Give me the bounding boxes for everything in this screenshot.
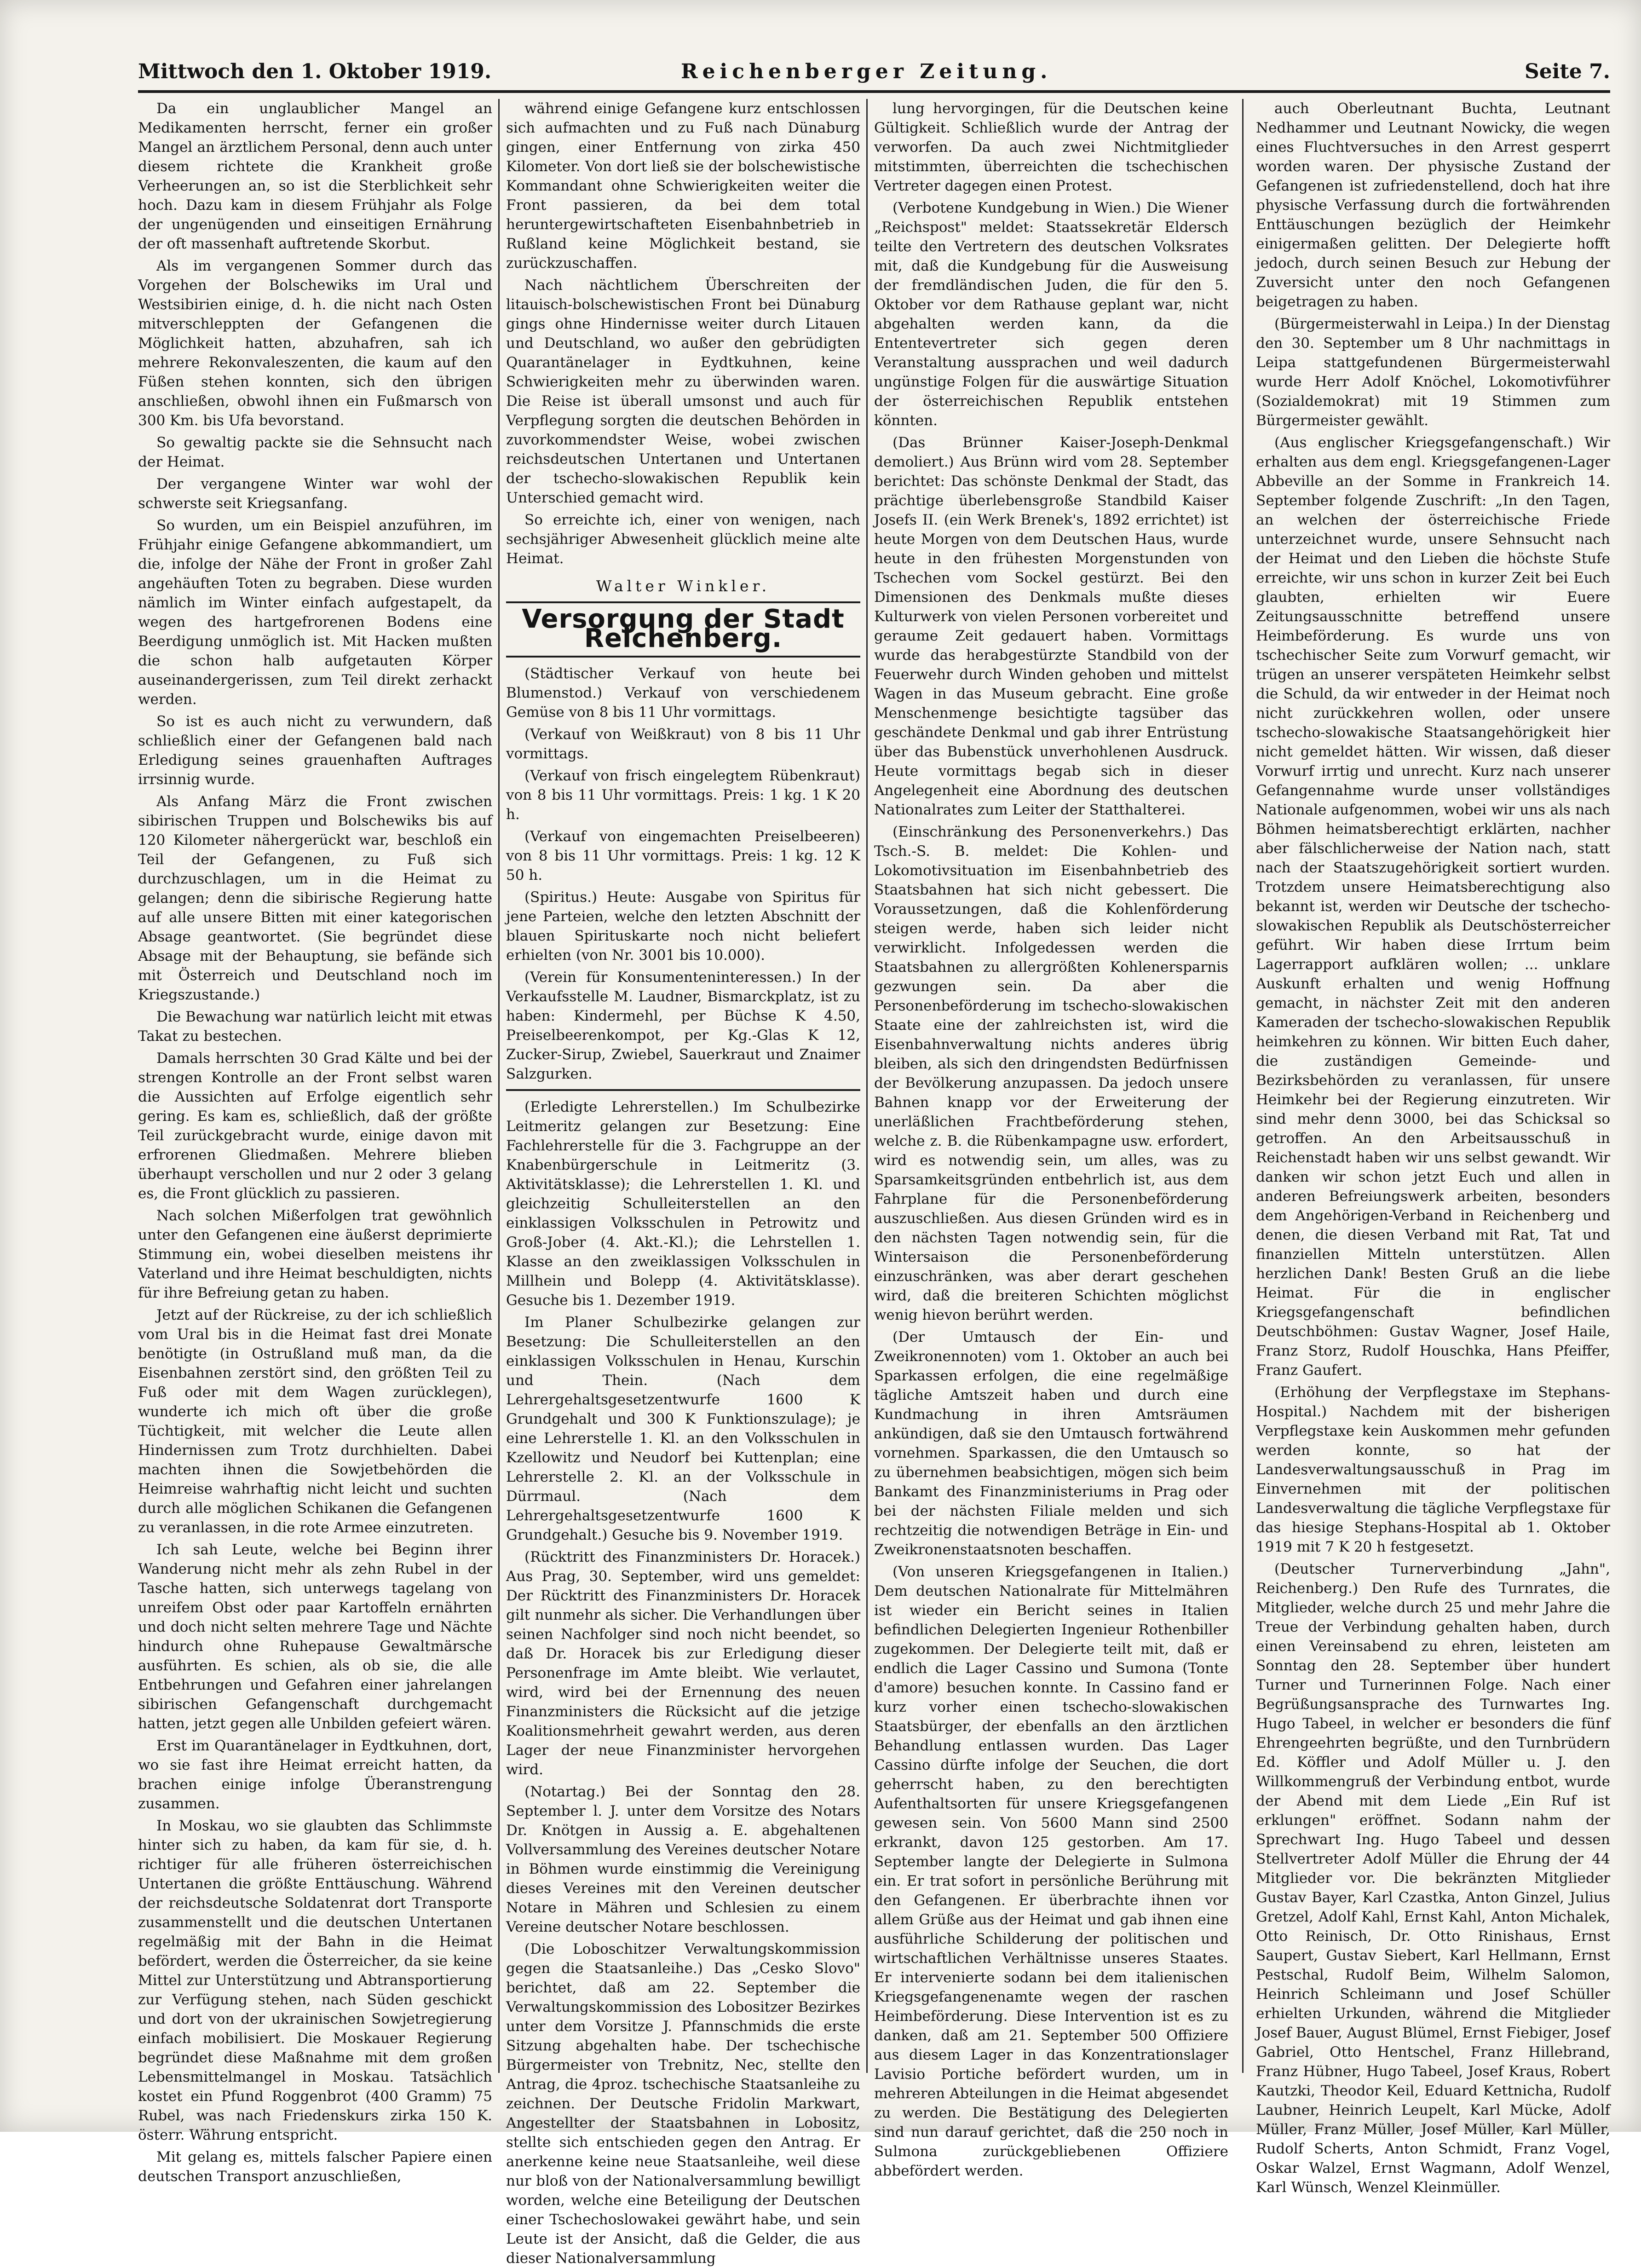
- article-paragraph: Nach nächtlichem Überschreiten der litauisch-bolschewistischen Front bei Dünaburg gings ohne Hindernisse weiter durch Litauen und Deutschland, wo außer den gebrüdigten Quarantänelager in Eydtkuhnen, keine Schwierigkeiten mehr zu überwinden waren. Die Reise ist überall umsonst und auch für Verpflegung sorgten die deutschen Behörden in zuvorkommendster Weise, wobei zwischen reichsdeutschen Untertanen und Untertanen der tschecho-slowakischen Republik kein Unterschied gemacht wird.: [506, 277, 860, 506]
- column-divider: [1242, 99, 1244, 2073]
- news-item: (Verbotene Kundgebung in Wien.) Die Wiener „Reichspost" meldet: Staatssekretär Eldersch teilte den Vertretern des deutschen Volksrates mit, daß die Kundgebung für die Ausweisung der fremdländischen Juden, die für den 5. Oktober vor dem Rathause geplant war, nicht abgehalten werden kann, da die Ententevertreter sich gegen deren Veranstaltung aussprachen und weil dadurch ungünstige Folgen für die auswärtige Situation der österreichischen Republik entstehen könnten.: [874, 200, 1228, 429]
- article-paragraph: Der vergangene Winter war wohl der schwerste seit Kriegsanfang.: [138, 476, 492, 512]
- news-item: (Der Umtausch der Ein- und Zweikronennoten) vom 1. Oktober an auch bei Sparkassen erfolgen, die eine regelmäßige tägliche Amtszeit haben und durch eine Kundmachung in ihren Amtsräumen ankündigen, daß sie den Umtausch fortwährend vornehmen. Sparkassen, die den Umtausch so zu übernehmen beabsichtigen, mögen sich beim Bankamt des Finanzministeriums in Prag oder bei der nächsten Filiale melden und sich rechtzeitig die notwendigen Beträge in Ein- und Zweikronenstaatsnoten beschaffen.: [874, 1329, 1228, 1558]
- news-item: (Von unseren Kriegsgefangenen in Italien.) Dem deutschen Nationalrate für Mittelmähren ist wieder ein Bericht seines in Italien befindlichen Delegierten Ingenieur Rothenbiller zugekommen. Der Delegierte teilt mit, daß er endlich die Lager Cassino und Sumona (Tonte d'amore) besuchen konnte. In Cassino fand er kurz vorher einen tschecho-slowakischen Staatsbürger, der ebenfalls an den ärztlichen Behandlung entlassen wurden. Das Lager Cassino dürfte infolge der Seuchen, die dort geherrscht haben, zu den berechtigten Aufenthaltsorten für unsere Kriegsgefangenen gewesen sein. Von 5600 Mann sind 2500 erkrankt, davon 125 gestorben. Am 17. September langte der Delegierte in Sulmona ein. Er trat sofort in persönliche Berührung mit den Gefangenen. Er überbrachte ihnen vor allem Grüße aus der Heimat und gab ihnen eine ausführliche Schilderung der politischen und wirtschaftlichen Verhältnisse unseres Staates. Er intervenierte sodann bei dem italienischen Kriegsgefangenenamte wegen der raschen Heimbeförderung. Diese Intervention ist es zu danken, daß am 21. September 500 Offiziere aus diesem Lager in das Konzentrationslager Lavisio Portiche befördert wurden, um in mehreren Abteilungen in die Heimat abgesendet zu werden. Die Bestätigung des Delegierten sind nun darauf gerichtet, daß die 250 noch in Sulmona zurückgebliebenen Offiziere abbefördert werden.: [874, 1564, 1228, 2179]
- column-2: [506, 99, 860, 2267]
- news-item: Im Planer Schulbezirke gelangen zur Besetzung: Die Schulleiterstellen an den einklassigen Volksschulen in Henau, Kurschin und Thein. (Nach dem Lehrergehaltsgesetzentwurfe 1600 K Grundgehalt und 300 K Funktionszulage); je eine Lehrerstelle 1. Kl. an den Volksschulen in Kzellowitz und Neudorf bei Kuttenplan; eine Lehrerstelle 2. Kl. an der Volksschule in Dürrmaul. (Nach dem Lehrergehaltsgesetzentwurfe 1600 K Grundgehalt.) Gesuche bis 9. November 1919.: [506, 1314, 860, 1543]
- news-item: (Einschränkung des Personenverkehrs.) Das Tsch.-S. B. meldet: Die Kohlen- und Lokomotivsituation im Eisenbahnbetrieb des Staatsbahnen hat sich nicht gebessert. Die Voraussetzungen, daß die Kohlenförderung steigen werde, haben sich leider nicht verwirklicht. Infolgedessen werden die Staatsbahnen zu allergrößten Kohlenersparnis gezwungen sein. Da aber die Personenbeförderung im tschecho-slowakischen Staate eine der zahlreichsten ist, wird die Eisenbahnverwaltung nichts anderes übrig bleiben, als sich den dringendsten Bedürfnissen der Bevölkerung anzupassen. Da jedoch unsere Bahnen knapp vor der Erweiterung der unerläßlichen Frachtbeförderung stehen, welche z. B. die Rübenkampagne usw. erfordert, wird es notwendig sein, um alles, was zu Sparsamkeitsgründen entbehrlich ist, aus dem Fahrplane für die Personenbeförderung auszuschließen. Aus diesen Gründen wird es in den nächsten Tagen notwendig sein, für die Wintersaison die Personenbeförderung einzuschränken, was aber derart geschehen wird, daß die breiteren Schichten möglichst wenig hievon berührt werden.: [874, 824, 1228, 1323]
- article-paragraph: Da ein unglaublicher Mangel an Medikamenten herrscht, ferner ein großer Mangel an ärztlichem Personal, denn auch unter diesem richtete die Krankheit große Verheerungen an, so ist die Sterblichkeit sehr hoch. Dazu kam in diesem Frühjahr als Folge der ungenügenden und einseitigen Ernährung der oft massenhaft auftretende Skorbut.: [138, 100, 492, 252]
- column-3: [874, 99, 1228, 2179]
- article-paragraph: Als im vergangenen Sommer durch das Vorgehen der Bolschewiks im Ural und Westsibirien einige, d. h. die nicht nach Osten mitverschleppten der Gefangenen die Möglichkeit hatten, abzuhafren, sah ich mehrere Rekonvaleszenten, die kaum auf den Füßen stehen konnten, sich den übrigen anschließen, obwohl ihnen ein Fußmarsch von 300 Km. bis Ufa bevorstand.: [138, 258, 492, 429]
- page-number: Seite 7.: [1524, 60, 1610, 83]
- news-item: (Erhöhung der Verpflegstaxe im Stephans-Hospital.) Nachdem mit der bisherigen Verpflegstaxe kein Auskommen mehr gefunden werden konnte, so hat der Landesverwaltungsausschuß in Prag im Einvernehmen mit der politischen Landesverwaltung die tägliche Verpflegstaxe für das hiesige Stephans-Hospital ab 1. Oktober 1919 mit 7 K 20 h festgesetzt.: [1256, 1384, 1610, 1555]
- article-paragraph: Mit gelang es, mittels falscher Papiere einen deutschen Transport anzuschließen,: [138, 2149, 492, 2185]
- section-title: Versorgung der Stadt Reichenberg.: [522, 604, 845, 653]
- notice-paragraph: (Verkauf von Weißkraut) von 8 bis 11 Uhr vormittags.: [506, 726, 860, 762]
- news-item: auch Oberleutnant Buchta, Leutnant Nedhammer und Leutnant Nowicky, die wegen eines Fluchtversuches in den Arrest gesperrt worden waren. Der physische Zustand der Gefangenen ist zufriedenstellend, doch hat ihre physische Verfassung durch die fortwährenden Enttäuschungen bezüglich der Heimkehr einigermaßen gelitten. Der Delegierte hofft jedoch, durch seinen Besuch zur Hebung der Zuversicht unter den noch Gefangenen beigetragen zu haben.: [1256, 100, 1610, 310]
- column-4: [1256, 99, 1611, 2196]
- news-item: (Deutscher Turnerverbindung „Jahn", Reichenberg.) Den Rufe des Turnrates, die Mitglieder, welche durch 25 und mehr Jahre die Treue der Verbindung gehalten haben, durch einen Vereinsabend zu ehren, leisteten am Sonntag den 28. September über hundert Turner und Turnerinnen Folge. Nach einer Begrüßungsansprache des Turnwartes Ing. Hugo Tabeel, in welcher er besonders die fünf Ehrengeehrten begrüßte, und den Turnbrüdern Ed. Köffler und Adolf Müller u. J. den Willkommengruß der Verbindung entbot, wurde der Abend mit dem Liede „Ein Ruf ist erklungen" eröffnet. Sodann nahm der Sprechwart Ing. Hugo Tabeel und dessen Stellvertreter Adolf Müller die Ehrung der 44 Mitglieder vor. Die bekränzten Mitglieder Gustav Bayer, Karl Czastka, Anton Ginzel, Julius Gretzel, Adolf Kahl, Ernst Kahl, Anton Michalek, Otto Reinisch, Dr. Otto Rinishaus, Ernst Saupert, Gustav Siebert, Karl Hellmann, Ernst Pestschal, Rudolf Beim, Wilhelm Salomon, Heinrich Schleimann und Josef Schüller erhielten Urkunden, während die Mitglieder Josef Bauer, August Blümel, Ernst Fiebiger, Josef Gabriel, Otto Hentschel, Franz Hillebrand, Franz Hübner, Hugo Tabeel, Josef Kraus, Robert Kautzki, Theodor Keil, Eduard Kettnicha, Rudolf Laubner, Heinrich Leupelt, Karl Mücke, Adolf Müller, Franz Müller, Josef Müller, Karl Müller, Rudolf Scherts, Anton Schmidt, Franz Vogel, Oskar Walzel, Ernst Wagmann, Adolf Wenzel, Karl Wünsch, Wenzel Kleinmüller.: [1256, 1561, 1610, 2196]
- notice-paragraph: (Verkauf von eingemachten Preiselbeeren) von 8 bis 11 Uhr vormittags. Preis: 1 kg. 12 K 50 h.: [506, 828, 860, 883]
- news-item: lung hervorgingen, für die Deutschen keine Gültigkeit. Schließlich wurde der Antrag der verworfen. Da auch zwei Nichtmitglieder mitstimmten, überreichten die tschechischen Vertreter dagegen einen Protest.: [874, 100, 1228, 194]
- section-rule: [506, 656, 860, 658]
- article-paragraph: während einige Gefangene kurz entschlossen sich aufmachten und zu Fuß nach Dünaburg gingen, einer Entfernung von zirka 450 Kilometer. Von dort ließ sie der bolschewistische Kommandant ohne Schwierigkeiten weiter die Front passieren, da bei dem total heruntergewirtschafteten Eisenbahnbetrieb in Rußland keine Möglichkeit bestand, sie zurückzuschaffen.: [506, 100, 860, 271]
- news-item: (Notartag.) Bei der Sonntag den 28. September l. J. unter dem Vorsitze des Notars Dr. Knötgen in Aussig a. E. abgehaltenen Vollversammlung des Vereines deutscher Notare in Böhmen wurde einstimmig die Vereinigung dieses Vereines mit den Vereinen deutscher Notare in Mähren und Schlesien zu einem Vereine deutscher Notare beschlossen.: [506, 1783, 860, 1935]
- section-rule: [506, 601, 860, 603]
- article-paragraph: In Moskau, wo sie glaubten das Schlimmste hinter sich zu haben, da kam für sie, d. h. richtiger für alle früheren österreichischen Untertanen die größte Enttäuschung. Während der reichsdeutsche Soldatenrat dort Transporte zusammenstellt und die deutschen Untertanen regelmäßig mit der Bahn in die Heimat befördert, werden die Österreicher, da sie keine Mittel zur Unterstützung und Abtransportierung zur Verfügung stehen, nach Süden geschickt und dort von der ukrainischen Sowjetregierung einfach mobilisiert. Die Moskauer Regierung begründet diese Maßnahme mit dem großen Lebensmittelmangel in Moskau. Tatsächlich kostet ein Pfund Roggenbrot (400 Gramm) 75 Rubel, was nach Friedenskurs zirka 150 K. österr. Währung entspricht.: [138, 1818, 492, 2143]
- article-paragraph: Jetzt auf der Rückreise, zu der ich schließlich vom Ural bis in die Heimat fast drei Monate benötigte (in Ostrußland muß man, da die Eisenbahnen zerstört sind, den größten Teil zu Fuß oder mit dem Wagen zurücklegen), wunderte ich mich oft über die große Tüchtigkeit, mit welcher die Leute allen Hindernissen zum Trotz durchhielten. Dabei machten ihnen die Sowjetbehörden die Heimreise wahrhaftig nicht leicht und suchten durch alle möglichen Schikanen die Gefangenen zu veranlassen, in die rote Armee einzutreten.: [138, 1307, 492, 1536]
- article-paragraph: Als Anfang März die Front zwischen sibirischen Truppen und Bolschewiks bis auf 120 Kilometer nähergerückt war, beschloß ein Teil der Gefangenen, zu Fuß sich durchzuschlagen, um in die Heimat zu gelangen; denn die sibirische Regierung hatte auf alle unsere Bitten mit einer kategorischen Absage geantwortet. (Sie begründet diese Absage mit der Behauptung, sie befände sich mit Österreich und Deutschland noch im Kriegszustande.): [138, 793, 492, 1003]
- article-paragraph: So erreichte ich, einer von wenigen, nach sechsjähriger Abwesenheit glücklich meine alte Heimat.: [506, 512, 860, 567]
- header-rule: [138, 90, 1610, 93]
- column-divider: [866, 99, 868, 2073]
- article-paragraph: Ich sah Leute, welche bei Beginn ihrer Wanderung nicht mehr als zehn Rubel in der Tasche hatten, sich unterwegs tagelang von unreifem Obst oder paar Kartoffeln ernährten und doch nicht selten mehrere Tage und Nächte hindurch ohne Ruhepause Gewaltmärsche ausführten. Es schien, als ob sie, die alle Entbehrungen und Gefahren einer jahrelangen sibirischen Gefangenschaft durchgemacht hatten, jetzt gegen alle Unbilden gefeiert wären.: [138, 1541, 492, 1732]
- notice-paragraph: (Verkauf von frisch eingelegtem Rübenkraut) von 8 bis 11 Uhr vormittags. Preis: 1 kg. 1 K 20 h.: [506, 768, 860, 823]
- article-paragraph: Damals herrschten 30 Grad Kälte und bei der strengen Kontrolle an der Front selbst waren die Aussichten auf Erfolge eigentlich sehr gering. Es kam es, schließlich, daß der größte Teil zurückgebracht wurde, einige davon mit erfrorenen Gliedmaßen. Mehrere blieben überhaupt verschollen und nur 2 oder 3 gelang es, die Front glücklich zu passieren.: [138, 1050, 492, 1202]
- page-header: [138, 55, 1610, 92]
- article-paragraph: So ist es auch nicht zu verwundern, daß schließlich einer der Gefangenen bald nach Erledigung seines grauenhaften Auftrages irrsinnig wurde.: [138, 713, 492, 788]
- news-item: (Das Brünner Kaiser-Joseph-Denkmal demoliert.) Aus Brünn wird vom 28. September berichtet: Das schönste Denkmal der Stadt, das prächtige überlebensgroße Standbild Kaiser Josefs II. (ein Werk Brenek's, 1892 errichtet) ist heute Morgen von dem Deutschen Haus, wurde heute in den frühesten Morgenstunden von Tschechen vom Sockel gestürzt. Bei den Dimensionen des Denkmals mußte dieses Kulturwerk von vielen Personen vorbereitet und geraume Zeit gedauert haben. Vormittags wurde das herabgestürzte Standbild von der Feuerwehr durch Winden gehoben und mittelst Wagen in das Museum gebracht. Eine große Menschenmenge besichtigte tagsüber das geschändete Denkmal und gab ihrer Entrüstung über das Bubenstück unverhohlenen Ausdruck. Heute vormittags begab sich in dieser Angelegenheit eine Abordnung des deutschen Nationalrates zum Leiter der Statthalterei.: [874, 434, 1228, 818]
- article-paragraph: Erst im Quarantänelager in Eydtkuhnen, dort, wo sie fast ihre Heimat erreicht hatten, da brachen einige infolge Überanstrengung zusammen.: [138, 1737, 492, 1812]
- column-divider: [498, 99, 500, 2073]
- masthead: Reichenberger Zeitung.: [681, 60, 1052, 83]
- notice-paragraph: (Verein für Konsumenteninteressen.) In der Verkaufsstelle M. Laudner, Bismarckplatz, ist zu haben: Kindermehl, per Büchse K 4.50, Preiselbeerenkompot, per Kg.-Glas K 12, Zucker-Sirup, Zwiebel, Sauerkraut und Znaimer Salzgurken.: [506, 969, 860, 1082]
- news-item: (Rücktritt des Finanzministers Dr. Horacek.) Aus Prag, 30. September, wird uns gemeldet: Der Rücktritt des Finanzministers Dr. Horacek gilt nunmehr als sicher. Die Verhandlungen über seinen Nachfolger sind noch nicht beendet, so daß Dr. Horacek bis zur Erledigung dieser Personenfrage im Amte bleibt. Wie verlautet, wird, wird bei der Ernennung des neuen Finanzministers die Rücksicht auf die jetzige Koalitionsmehrheit gewahrt werden, aus deren Lager der neue Finanzminister hervorgehen wird.: [506, 1549, 860, 1778]
- article-paragraph: So wurden, um ein Beispiel anzuführen, im Frühjahr einige Gefangene abkommandiert, um die, infolge der Nähe der Front in großer Zahl angehäuften Toten zu begraben. Diese wurden nämlich im Winter einfach aufgestapelt, da wegen des hartgefrorenen Bodens eine Beerdigung unmöglich ist. Mit Hacken mußten die schon halb aufgetauten Körper auseinandergerissen, zum Teil direkt zerhackt werden.: [138, 517, 492, 708]
- news-item: (Die Loboschitzer Verwaltungskommission gegen die Staatsanleihe.) Das „Cesko Slovo" berichtet, daß am 22. September die Verwaltungskommission des Lobositzer Bezirkes unter dem Vorsitze J. Pfannschmids die erste Sitzung abgehalten habe. Der tschechische Bürgermeister von Trebnitz, Nec, stellte den Antrag, die 4proz. tschechische Staatsanleihe zu zeichnen. Der Deutsche Fridolin Markwart, Angestellter der Staatsbahnen in Lobositz, stellte sich entschieden gegen den Antrag. Er anerkenne keine neue Staatsanleihe, weil diese nur bloß von der Nationalversammlung bewilligt worden, welche eine Beteiligung der Deutschen einer Tschechoslowakei gewährt habe, und sein Leute ist der Ansicht, daß die Gelder, die aus dieser Nationalversammlung: [506, 1941, 860, 2267]
- news-item: (Erledigte Lehrerstellen.) Im Schulbezirke Leitmeritz gelangen zur Besetzung: Eine Fachlehrerstelle für die 3. Fachgruppe an der Knabenbürgerschule in Leitmeritz (3. Aktivitätsklasse); die Lehrerstellen 1. Kl. und gleichzeitig Schulleiterstellen an den einklassigen Volksschulen in Petrowitz und Groß-Jober (4. Akt.-Kl.); die Lehrstellen 1. Klasse an den zweiklassigen Volksschulen in Millhein und Bolepp (4. Aktivitätsklasse). Gesuche bis 1. Dezember 1919.: [506, 1099, 860, 1309]
- article-paragraph: So gewaltig packte sie die Sehnsucht nach der Heimat.: [138, 434, 492, 470]
- column-1: [138, 99, 492, 2185]
- notice-paragraph: (Spiritus.) Heute: Ausgabe von Spiritus für jene Parteien, welche den letzten Abschnitt der blauen Spirituskarte noch nicht beliefert erhielten (von Nr. 3001 bis 10.000).: [506, 889, 860, 964]
- news-item: (Bürgermeisterwahl in Leipa.) In der Dienstag den 30. September um 8 Uhr nachmittags in Leipa stattgefundenen Bürgermeisterwahl wurde Herr Adolf Knöchel, Lokomotivführer (Sozialdemokrat) mit 19 Stimmen zum Bürgermeister gewählt.: [1256, 316, 1611, 429]
- issue-date: Mittwoch den 1. Oktober 1919.: [138, 60, 492, 83]
- article-paragraph: Nach solchen Mißerfolgen trat gewöhnlich unter den Gefangenen eine äußerst deprimierte Stimmung ein, wobei dieselben meistens ihr Vaterland und ihre Heimat beschuldigten, nichts für ihre Befreiung getan zu haben.: [138, 1207, 492, 1301]
- notice-paragraph: (Städtischer Verkauf von heute bei Blumenstod.) Verkauf von verschiedenem Gemüse von 8 bis 11 Uhr vormittags.: [506, 665, 860, 721]
- news-item: (Aus englischer Kriegsgefangenschaft.) Wir erhalten aus dem engl. Kriegsgefangenen-Lager Abbeville an der Somme in Frankreich 14. September folgende Zuschrift: „In den Tagen, an welchen der österreichische Friede unterzeichnet wurde, unsere Sehnsucht nach der Heimat und den Lieben die höchste Stufe erreichte, wir uns schon in kurzer Zeit bei Euch glaubten, erhielten wir Euere Zeitungsausschnitte betreffend unsere Heimbeförderung. Es wurde uns von tschechischer Seite zum Vorwurf gemacht, wir trügen an unserer verspäteten Heimkehr selbst die Schuld, da wir entweder in der Heimat noch nicht zurückkehren wollen, oder unsere tschecho-slowakische Staatsangehörigkeit hier nicht gemeldet hätten. Wir wissen, daß dieser Vorwurf irrtig und unrecht. Kurz nach unserer Gefangennahme wurde unser vollständiges Nationale aufgenommen, wobei wir uns als nach Böhmen heimatsberechtigt erklärten, nachher aber fälschlicherweise der Nation nach, statt nach der Staatszugehörigkeit sortiert wurden. Trotzdem unsere Heimatsberechtigung also bekannt ist, werden wir Deutsche der tschecho-slowakischen Republik als Deutschösterreicher geführt. Wir haben diese Irrtum beim Lagerrapport aufklären wollen; ... unklare Auskunft erhalten und wenig Hoffnung gemacht, in nächster Zeit mit den anderen Kameraden der tschecho-slowakischen Republik heimkehren zu können. Wir bitten Euch daher, die zuständigen Gemeinde- und Bezirksbehörden zu veranlassen, für unsere Heimkehr bei der Regierung einzutreten. Wir sind mehr denn 3000, bei das Schicksal so getroffen. An den Arbeitsausschuß in Reichenstadt haben wir uns selbst gewandt. Wir danken wir schon jetzt Euch und allen in anderen Befreiungswerk arbeiten, besonders dem Angehörigen-Verband in Reichenberg und denen, die diesen Verband mit Rat, Tat und finanziellen Mitteln unterstützen. Allen herzlichen Dank! Besten Gruß an die liebe Heimat. Für die in englischer Kriegsgefangenschaft befindlichen Deutschböhmen: Gustav Wagner, Josef Haile, Franz Storz, Rudolf Houschka, Hans Pfeiffer, Franz Gaufert.: [1256, 434, 1610, 1379]
- article-paragraph: Die Bewachung war natürlich leicht mit etwas Takat zu bestechen.: [138, 1009, 492, 1045]
- author-signature: Walter Winkler.: [596, 577, 771, 595]
- section-rule: [506, 1089, 860, 1091]
